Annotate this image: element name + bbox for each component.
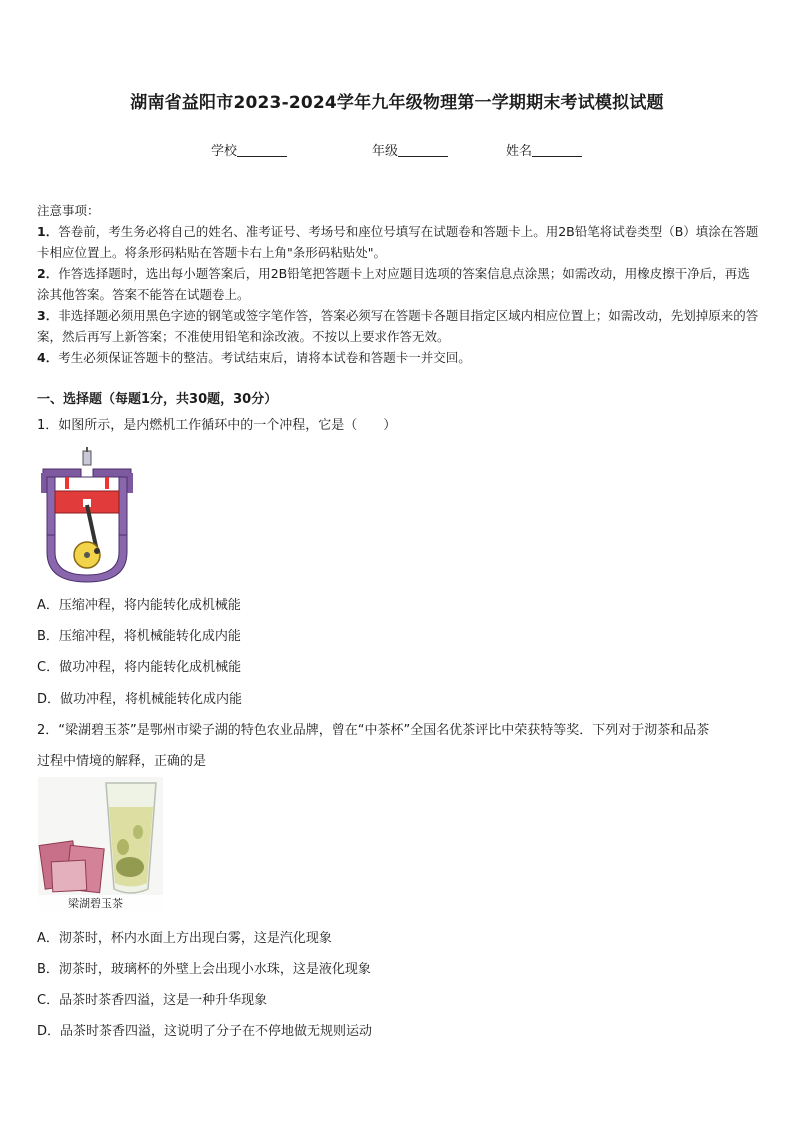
grade-field: [372, 140, 448, 159]
question-1-option-b: B．压缩冲程，将机械能转化成内能: [37, 629, 241, 644]
note-item-3: 3．非选择题必须用黑色字迹的钢笔或签字笔作答，答案必须写在答题卡各题目指定区域内相应位置上；如需改动，先划掉原来的答案，然后再写上新答案；不准使用铅笔和涂改液。不按以上要求作答无效。: [37, 308, 759, 344]
question-2-option-b: B．沏茶时，玻璃杯的外壁上会出现小水珠，这是液化现象: [37, 962, 371, 977]
note-item-1: 1．答卷前，考生务必将自己的姓名、准考证号、考场号和座位号填写在试题卷和答题卡上。用2B铅笔将试卷类型（B）填涂在答题卡相应位置上。将条形码粘贴在答题卡右上角"条形码粘贴处"。: [37, 224, 759, 260]
name-label: 姓名: [506, 144, 533, 159]
tea-photo-caption: 梁湖碧玉茶: [68, 897, 123, 910]
name-field: [506, 140, 582, 159]
engine-stroke-diagram: [37, 447, 137, 587]
page-title: 湖南省益阳市2023-2024学年九年级物理第一学期期末考试模拟试题: [130, 93, 664, 113]
school-label: 学校: [211, 144, 238, 159]
notes-heading: 注意事项：: [37, 203, 100, 218]
question-2-stem-line-2: 过程中情境的解释，正确的是: [37, 754, 207, 769]
question-1-option-a: A．压缩冲程，将内能转化成机械能: [37, 598, 241, 613]
question-1-option-c: C．做功冲程，将内能转化成机械能: [37, 660, 242, 675]
question-2-stem-line-1: 2．“梁湖碧玉茶”是鄂州市梁子湖的特色农业品牌，曾在“中茶杯”全国名优茶评比中荣获特等奖．下列对于沏茶和品茶: [37, 723, 710, 738]
question-2-option-d: D．品茶时茶香四溢，这说明了分子在不停地做无规则运动: [37, 1024, 373, 1039]
tea-photo-svg: [38, 777, 163, 911]
question-1-option-d: D．做功冲程，将机械能转化成内能: [37, 692, 243, 707]
grade-label: 年级: [372, 144, 399, 159]
question-2-option-a: A．沏茶时，杯内水面上方出现白雾，这是汽化现象: [37, 931, 332, 946]
section-heading: 一、选择题（每题1分，共30题，30分）: [37, 392, 278, 407]
note-item-4: 4．考生必须保证答题卡的整洁。考试结束后，请将本试卷和答题卡一并交回。: [37, 350, 471, 365]
school-blank: [237, 142, 287, 157]
engine-diagram-svg: [37, 447, 137, 587]
grade-blank: [398, 142, 448, 157]
question-2-option-c: C．品茶时茶香四溢，这是一种升华现象: [37, 993, 268, 1008]
name-blank: [532, 142, 582, 157]
school-field: [211, 140, 287, 159]
note-item-2: 2．作答选择题时，选出每小题答案后，用2B铅笔把答题卡上对应题目选项的答案信息点涂黑；如需改动，用橡皮擦干净后，再选涂其他答案。答案不能答在试题卷上。: [37, 266, 750, 302]
question-1-stem: 1．如图所示，是内燃机工作循环中的一个冲程，它是（ ）: [37, 418, 397, 433]
notes-block: [37, 200, 759, 368]
tea-photo: [38, 777, 163, 911]
